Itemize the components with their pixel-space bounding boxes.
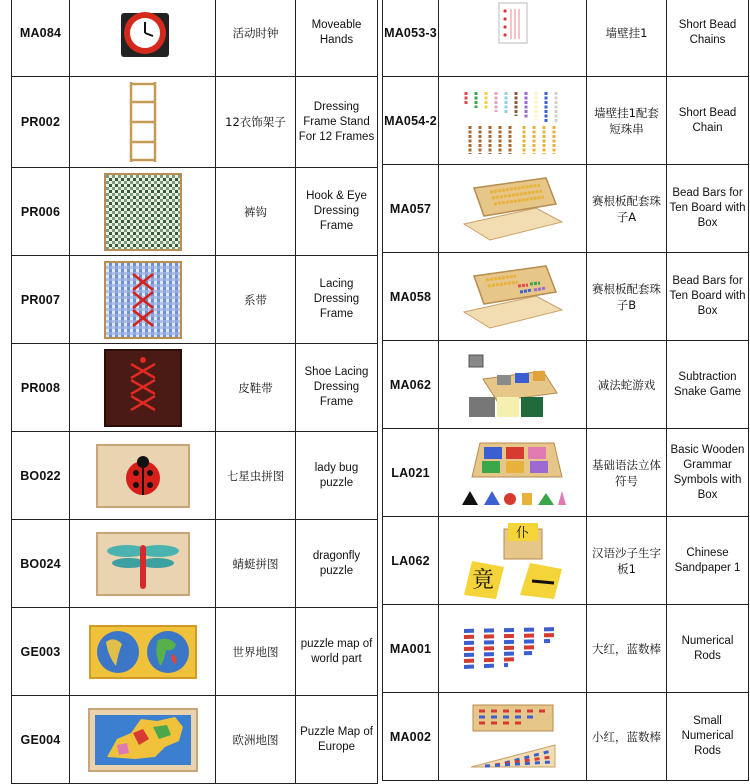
product-image xyxy=(70,520,216,608)
product-code: BO022 xyxy=(12,432,70,520)
product-image xyxy=(439,605,587,693)
product-image xyxy=(439,693,587,781)
product-name-en: Lacing Dressing Frame xyxy=(296,256,378,344)
ladybug-puzzle-icon xyxy=(73,443,212,509)
dragonfly-puzzle-icon xyxy=(73,531,212,597)
number-rods-icon xyxy=(442,625,583,673)
product-code: MA058 xyxy=(383,253,439,341)
sandpaper-cards-icon xyxy=(442,523,583,599)
product-name-en: Puzzle Map of Europe xyxy=(296,696,378,784)
bead-box-a-icon xyxy=(442,174,583,244)
product-image xyxy=(439,0,587,77)
product-name-cn: 墙壁挂1配套短珠串 xyxy=(587,77,667,165)
product-code: MA002 xyxy=(383,693,439,781)
product-image xyxy=(70,256,216,344)
product-code: PR007 xyxy=(12,256,70,344)
product-image xyxy=(439,429,587,517)
table-row xyxy=(12,696,378,784)
table-row xyxy=(383,165,749,253)
table-row xyxy=(12,344,378,432)
table-row xyxy=(383,605,749,693)
europe-map-icon xyxy=(73,707,212,773)
table-row xyxy=(383,429,749,517)
product-code: MA084 xyxy=(12,0,70,77)
table-row xyxy=(383,517,749,605)
product-image xyxy=(70,168,216,256)
product-code: PR002 xyxy=(12,77,70,168)
product-name-cn: 七星虫拼图 xyxy=(216,432,296,520)
lacing-frame-icon xyxy=(73,260,212,340)
product-image xyxy=(439,253,587,341)
product-name-en: Shoe Lacing Dressing Frame xyxy=(296,344,378,432)
small-rods-box-icon xyxy=(442,701,583,773)
product-name-en: Hook & Eye Dressing Frame xyxy=(296,168,378,256)
table-row xyxy=(383,0,749,77)
snake-game-icon xyxy=(442,349,583,421)
product-image xyxy=(70,696,216,784)
product-name-cn: 汉语沙子生字板1 xyxy=(587,517,667,605)
table-row xyxy=(12,77,378,168)
product-name-en: puzzle map of world part xyxy=(296,608,378,696)
frame-stand-icon xyxy=(73,80,212,164)
product-name-en: Chinese Sandpaper 1 xyxy=(667,517,749,605)
product-name-cn: 皮鞋带 xyxy=(216,344,296,432)
product-name-cn: 世界地图 xyxy=(216,608,296,696)
bead-box-b-icon xyxy=(442,262,583,332)
table-row xyxy=(12,432,378,520)
product-code: GE003 xyxy=(12,608,70,696)
product-code: MA054-2 xyxy=(383,77,439,165)
product-name-en: Small Numerical Rods xyxy=(667,693,749,781)
clock-icon xyxy=(73,3,212,63)
table-row xyxy=(383,341,749,429)
bead-chains-icon xyxy=(442,86,583,156)
product-name-cn: 基础语法立体符号 xyxy=(587,429,667,517)
product-name-cn: 减法蛇游戏 xyxy=(587,341,667,429)
product-name-en: Numerical Rods xyxy=(667,605,749,693)
product-code: BO024 xyxy=(12,520,70,608)
product-name-cn: 裤钩 xyxy=(216,168,296,256)
bead-chain-card-icon xyxy=(442,3,583,63)
left-product-table xyxy=(11,0,378,784)
product-image xyxy=(70,344,216,432)
product-name-cn: 赛根板配套珠子B xyxy=(587,253,667,341)
grammar-symbols-icon xyxy=(442,437,583,509)
table-row xyxy=(12,0,378,77)
product-image xyxy=(439,77,587,165)
table-row xyxy=(12,256,378,344)
checkered-frame-icon xyxy=(73,172,212,252)
table-row xyxy=(12,608,378,696)
product-name-cn: 小红，蓝数棒 xyxy=(587,693,667,781)
product-image xyxy=(439,341,587,429)
product-code: PR008 xyxy=(12,344,70,432)
product-name-cn: 欧洲地图 xyxy=(216,696,296,784)
table-row xyxy=(383,77,749,165)
product-name-en: Short Bead Chains xyxy=(667,0,749,77)
product-image xyxy=(70,608,216,696)
product-image xyxy=(439,517,587,605)
table-row xyxy=(12,168,378,256)
table-row xyxy=(383,693,749,781)
product-code: PR006 xyxy=(12,168,70,256)
product-name-cn: 活动时钟 xyxy=(216,0,296,77)
product-name-en: Dressing Frame Stand For 12 Frames xyxy=(296,77,378,168)
shoe-lacing-frame-icon xyxy=(73,348,212,428)
world-map-icon xyxy=(73,624,212,680)
product-name-cn: 系带 xyxy=(216,256,296,344)
svg-text:仆: 仆 xyxy=(515,525,529,541)
product-code: MA062 xyxy=(383,341,439,429)
product-code: GE004 xyxy=(12,696,70,784)
product-name-cn: 12衣饰架子 xyxy=(216,77,296,168)
right-product-table xyxy=(382,0,749,781)
product-name-en: Basic Wooden Grammar Symbols with Box xyxy=(667,429,749,517)
svg-text:竟: 竟 xyxy=(471,567,494,593)
product-code: MA057 xyxy=(383,165,439,253)
product-name-en: dragonfly puzzle xyxy=(296,520,378,608)
product-image xyxy=(439,165,587,253)
product-code: MA001 xyxy=(383,605,439,693)
table-row xyxy=(12,520,378,608)
table-row xyxy=(383,253,749,341)
product-name-en: Short Bead Chain xyxy=(667,77,749,165)
product-code: MA053-3 xyxy=(383,0,439,77)
product-name-cn: 蜻蜓拼图 xyxy=(216,520,296,608)
product-name-cn: 大红，蓝数棒 xyxy=(587,605,667,693)
product-name-en: Moveable Hands xyxy=(296,0,378,77)
product-image xyxy=(70,77,216,168)
product-name-en: Bead Bars for Ten Board with Box xyxy=(667,165,749,253)
product-image xyxy=(70,0,216,77)
product-name-cn: 墙壁挂1 xyxy=(587,0,667,77)
product-name-en: lady bug puzzle xyxy=(296,432,378,520)
product-name-en: Subtraction Snake Game xyxy=(667,341,749,429)
product-name-cn: 赛根板配套珠子A xyxy=(587,165,667,253)
product-name-en: Bead Bars for Ten Board with Box xyxy=(667,253,749,341)
product-image xyxy=(70,432,216,520)
product-code: LA062 xyxy=(383,517,439,605)
product-code: LA021 xyxy=(383,429,439,517)
